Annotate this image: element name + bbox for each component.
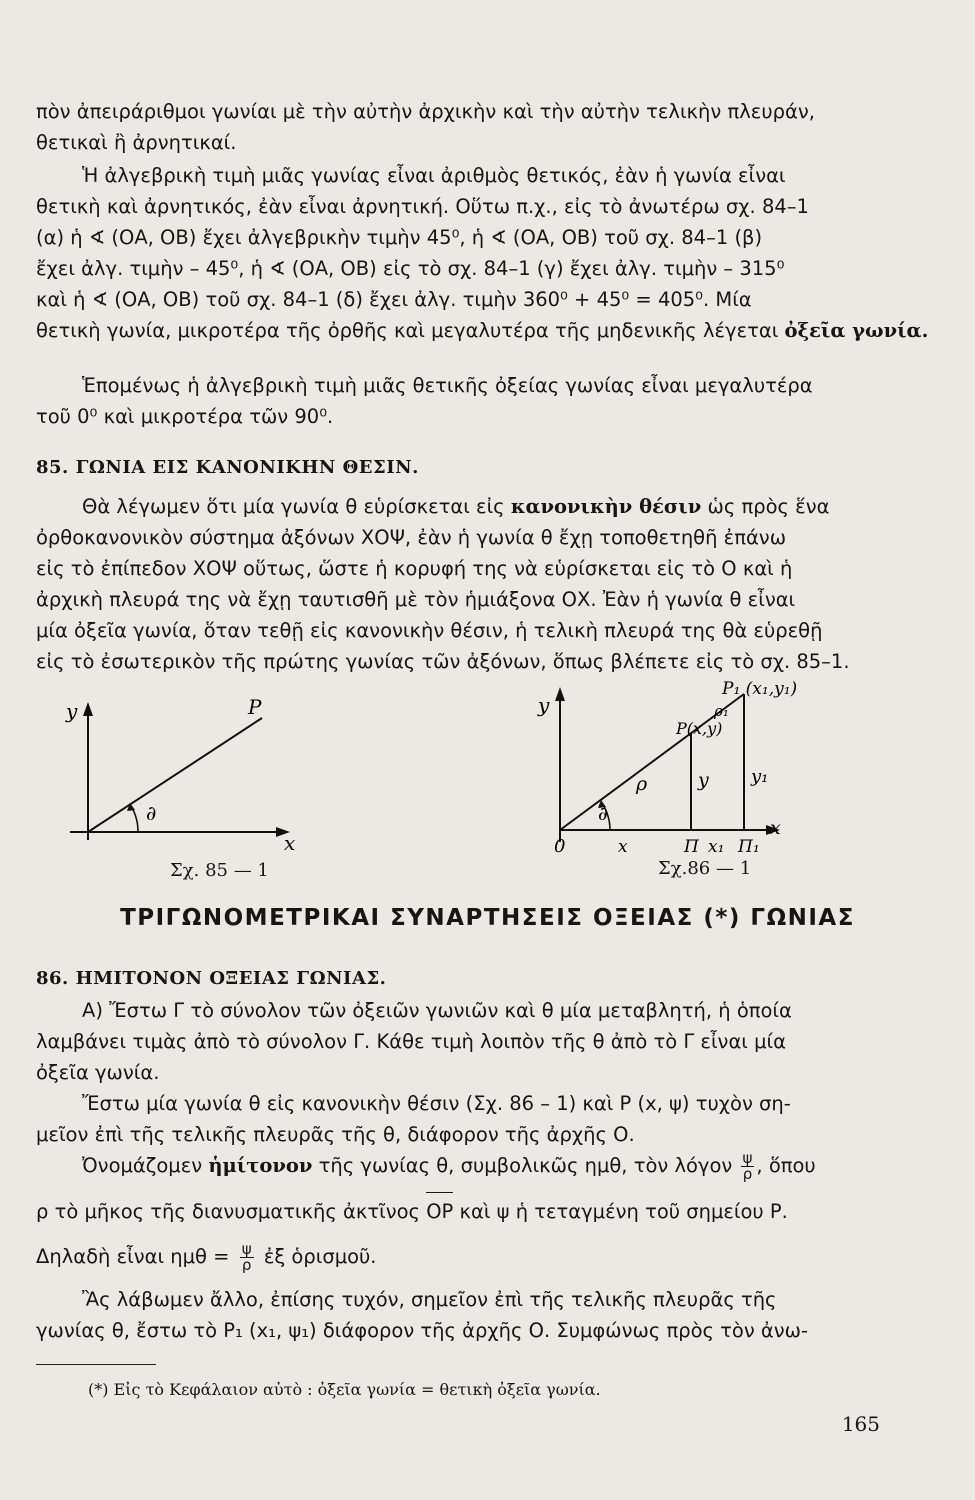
term-sine: ἡμίτονον (208, 1154, 313, 1177)
label-x: x (770, 817, 781, 839)
label-rho: ρ (636, 773, 648, 795)
label-pi1: Π₁ (738, 837, 760, 857)
paragraph-algebraic-value: Ἡ ἀλγεβρικὴ τιμὴ μιᾶς γωνίας εἶναι ἀριθμὸς θετικός, ἐὰν ἡ γωνία εἶναι θετικὴ καὶ ἀρνητικός, ἐὰν εἶναι ἀρνητική. Οὕτω π.χ., εἰς τὸ ἀνωτέρω σχ. 84–1 (α) ἡ ∢ (ΟΑ, ΟΒ) ἔχει ἀλγεβρικὴν τιμὴν 45⁰, ἡ ∢ (ΟΑ, ΟΒ) τοῦ σχ. 84–1 (β) ἔχει ἀλγ. τιμὴν – 45⁰, ἡ ∢ (ΟΑ, ΟΒ) εἰς τὸ σχ. 84–1 (γ) ἔχει ἀλγ. τιμὴν – 315⁰ καὶ ἡ ∢ (ΟΑ, ΟΒ) τοῦ σχ. 84–1 (δ) ἔχει ἀλγ. τιμὴν 360⁰ + 45⁰ = 405⁰. Μία θετικὴ γωνία, μικροτέρα τῆς ὀρθῆς καὶ μεγαλυτέρα τῆς μηδενικῆς λέγεται ὀξεῖα γωνία. (36, 164, 929, 342)
label-pi: Π (684, 837, 699, 857)
label-p: P (248, 695, 262, 719)
label-x: x (284, 831, 296, 855)
term-standard-position: κανονικὴν θέσιν (510, 495, 702, 518)
label-x1-bottom: x₁ (708, 837, 725, 857)
y-axis-arrow (83, 702, 93, 716)
label-origin: 0 (554, 836, 566, 857)
label-point-p1: P₁ (x₁,y₁) (722, 679, 798, 699)
label-x-bottom: x (618, 837, 628, 857)
label-point-p: P(x,y) (676, 719, 723, 738)
section-heading-85: 85. ΓΩΝΙΑ ΕΙΣ ΚΑΝΟΝΙΚΗΝ ΘΕΣΙΝ. (36, 457, 419, 478)
label-theta: ∂ (598, 803, 608, 825)
footnote: (*) Εἰς τὸ Κεφάλαιον αὐτὸ : ὀξεῖα γωνία = θετικὴ ὀξεῖα γωνία. (88, 1380, 601, 1399)
label-ordinate-y: y (698, 769, 709, 791)
paragraph-continuation: πὸν ἀπειράριθμοι γωνίαι μὲ τὴν αὐτὴν ἀρχικὴν καὶ τὴν αὐτὴν τελικὴν πλευράν, θετικαὶ ἢ ἀρνητικαί. (36, 100, 815, 154)
paragraph-86-d: ρ τὸ μῆκος τῆς διανυσματικῆς ἀκτῖνος ΟΡ καὶ ψ ἡ τεταγμένη τοῦ σημείου Ρ. Δηλαδὴ εἶναι ημθ = $\frac{\psi}{\rho}$ ἐξ ὁρισμοῦ. (36, 1196, 941, 1273)
terminal-side (88, 718, 262, 832)
paragraph-86-f: Ἂς λάβωμεν ἄλλο, ἐπίσης τυχόν, σημεῖον ἐπὶ τῆς τελικῆς πλευρᾶς τῆς γωνίας θ, ἔστω τὸ Ρ₁ (x₁, ψ₁) διάφορον τῆς ἀρχῆς Ο. Συμφώνως πρὸς τὸν ἀνω- (36, 1288, 809, 1342)
y-axis-arrow (555, 687, 565, 701)
caption-85-1: Σχ. 85 — 1 (170, 860, 269, 881)
label-y: y (66, 699, 78, 723)
figure-86-1 (518, 672, 818, 862)
term-acute-angle: ὀξεῖα γωνία. (784, 319, 929, 342)
paragraph-standard-position: Θὰ λέγωμεν ὅτι μία γωνία θ εὑρίσκεται εἰς κανονικὴν θέσιν ὡς πρὸς ἕνα ὀρθοκανονικὸν σύστημα ἀξόνων ΧΟΨ, ἐὰν ἡ γωνία θ ἔχῃ τοποθετηθῆ ἐπάνω εἰς τὸ ἐπίπεδον ΧΟΨ οὕτως, ὥστε ἡ κορυφή της νὰ εὑρίσκεται εἰς τὸ Ο καὶ ἡ ἀρχικὴ πλευρά της νὰ ἔχῃ ταυτισθῆ μὲ τὸν ἡμιάξονα ΟΧ. Ἐὰν ἡ γωνία θ εἶναι μία ὀξεῖα γωνία, ὅταν τεθῇ εἰς κανονικὴν θέσιν, ἡ τελικὴ πλευρά της θὰ εὑρεθῇ εἰς τὸ ἐσωτερικὸν τῆς πρώτης γωνίας τῶν ἀξόνων, ὅπως βλέπετε εἰς τὸ σχ. 85–1. (36, 495, 850, 673)
label-ordinate-y1: y₁ (751, 766, 769, 787)
caption-86-1: Σχ.86 — 1 (658, 858, 752, 879)
paragraph-consequently: Ἑπομένως ἡ ἀλγεβρικὴ τιμὴ μιᾶς θετικῆς ὀξείας γωνίας εἶναι μεγαλυτέρα τοῦ 0⁰ καὶ μικροτέρα τῶν 90⁰. (36, 374, 813, 428)
fraction-psi-over-rho-2: $\frac{\psi}{\rho}$ (241, 1240, 252, 1274)
paragraph-86-a: Α) Ἔστω Γ τὸ σύνολον τῶν ὀξειῶν γωνιῶν καὶ θ μία μεταβλητή, ἡ ὁποία λαμβάνει τιμὰς ἀπὸ τὸ σύνολον Γ. Κάθε τιμὴ λοιπὸν τῆς θ ἀπὸ τὸ Γ εἶναι μία ὀξεῖα γωνία. (36, 999, 792, 1084)
vector-op: ΟΡ (426, 1196, 453, 1227)
figure-85-1 (40, 690, 340, 860)
paragraph-86-b: Ἔστω μία γωνία θ εἰς κανονικὴν θέσιν (Σχ. 86 – 1) καὶ Ρ (x, ψ) τυχὸν ση- μεῖον ἐπὶ τῆς τελικῆς πλευρᾶς τῆς θ, διάφορον τῆς ἀρχῆς Ο. (36, 1092, 791, 1146)
label-y: y (538, 693, 550, 717)
chapter-title: ΤΡΙΓΩΝΟΜΕΤΡΙΚΑΙ ΣΥΝΑΡΤΗΣΕΙΣ ΟΞΕΙΑΣ (*) ΓΩΝΙΑΣ (120, 905, 855, 931)
page-number: 165 (841, 1412, 880, 1436)
label-theta: ∂ (146, 801, 157, 825)
fraction-psi-over-rho: $\frac{\psi}{\rho}$ (742, 1149, 753, 1183)
vector-arrow (426, 1192, 453, 1199)
paragraph-86-sine-definition: Ὀνομάζομεν ἡμίτονον τῆς γωνίας θ, συμβολικῶς ημθ, τὸν λόγον $\frac{\psi}{\rho}$ , ὅπου (82, 1149, 816, 1183)
section-heading-86: 86. ΗΜΙΤΟΝΟΝ ΟΞΕΙΑΣ ΓΩΝΙΑΣ. (36, 968, 387, 989)
footnote-rule (36, 1364, 156, 1365)
label-rho1: ρ₁ (714, 702, 729, 720)
